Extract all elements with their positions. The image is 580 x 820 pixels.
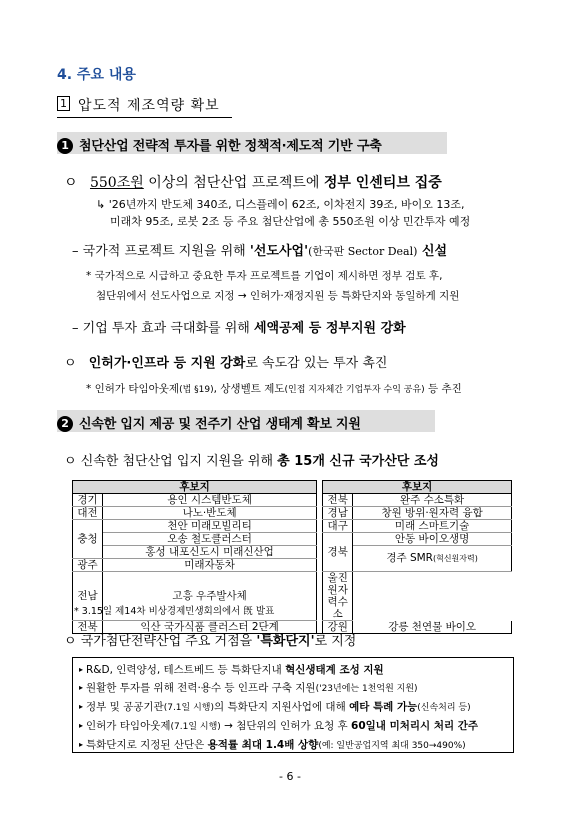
region-cell: 대전 [73,507,103,520]
note-text-a: 인허가 타임아웃제 [94,383,180,395]
heading-2-text: 신속한 입지 제공 및 전주기 산업 생태계 확보 지원 [79,417,361,432]
table-row [73,507,512,520]
heading-2 [57,413,361,432]
site-cell: 나노·반도체 [103,507,317,520]
bullet-bold: 정부 인센티브 집중 [323,175,442,191]
heading-1 [57,135,382,154]
special-zone-support-box [72,657,514,753]
dash-marker: – [72,321,79,336]
bullet-550-detail-2: 미래차 95조, 로봇 2조 등 주요 첨단산업에 총 550조원 이상 민간투자 예정 [110,215,471,228]
site-cell: 고흥 우주발사체 [103,572,317,621]
site-cell: 완주 수소특화 [353,494,512,507]
support-item: ▸ 특화단지로 지정된 산단은 용적률 최대 1.4배 상향(예: 일반공업지역 최대 350→490%) [79,739,466,751]
table-row [73,533,512,546]
region-cell: 충청 [73,520,103,559]
heading-1-text: 첨단산업 전략적 투자를 위한 정책적·제도적 기반 구축 [79,139,382,154]
table-footnote: * 3.15일 제14차 비상경제민생회의에서 旣 발표 [74,606,275,617]
site-cell: 창원 방위·원자력 융합 [353,507,512,520]
section-title: 4. 주요 내용 [57,67,136,83]
site-cell: 천안 미래모빌리티 [103,520,317,533]
region-cell: 전북 [73,621,103,634]
note-1-line-1 [86,268,442,283]
support-item: ▸ 인허가 타임아웃제(7.1일 시행) → 첨단위의 인허가 요청 후 60일내 미처리시 처리 간주 [79,720,479,732]
subsection-title: 압도적 제조역량 확보 [78,98,220,114]
dash-text: 기업 투자 효과 극대화를 위해 [78,321,254,336]
site-cell: 용인 시스템반도체 [103,494,317,507]
page-number: - 6 - [279,770,301,783]
bullet-text: 로 속도감 있는 투자 촉진 [245,356,388,371]
table-row [73,546,512,559]
bullet-text: 신속한 첨단산업 입지 지원을 위해 [76,454,278,469]
region-cell: 경남 [323,507,353,520]
triangle-bullet-icon: ▸ [79,721,84,730]
triangle-bullet-icon: ▸ [79,665,84,674]
bullet-industrial-complex [64,450,439,469]
number-1-icon: 1 [57,138,73,154]
dash-paren: (한국판 Sector Deal) [308,245,418,258]
bullet-special-zone [64,630,356,649]
bullet-text: 국가첨단전략산업 주요 거점을 [76,634,257,649]
note-text-c: , 상생벨트 제도 [213,383,285,395]
region-cell: 대구 [323,520,353,533]
triangle-bullet-icon: ▸ [79,683,84,692]
site-cell: 안동 바이오생명 [353,533,512,546]
bullet-bold: '특화단지' [256,634,315,649]
dash-text: 국가적 프로젝트 지원을 위해 [78,244,250,259]
site-cell: 오송 철도클러스터 [103,533,317,546]
subsection-number-box: 1 [57,96,70,111]
bullet-text: 이상의 첨단산업 프로젝트에 [143,175,324,191]
bullet-marker: ㅇ [64,634,77,649]
triangle-bullet-icon: ▸ [79,702,84,711]
bullet-marker: ㅇ [64,454,77,469]
note-text-e: 등 추진 [424,383,462,395]
site-cell: 울진 원자력수소 [323,572,353,621]
bullet-tail: 로 지정 [314,634,357,649]
note-marker: * [86,383,92,395]
bullet-bold: 총 15개 신규 국가산단 조성 [277,454,439,469]
table-row [73,520,512,533]
note-text: 국가적으로 시급하고 중요한 투자 프로젝트를 기업이 제시하면 정부 검토 후, [94,270,443,282]
dash-bold-2: 신설 [417,244,448,259]
region-cell: 광주 [73,559,103,572]
note-1-line-2: 첨단위에서 선도사업으로 지정 → 인허가·재정지원 등 특화단지와 동일하게 지원 [96,290,460,302]
table-row [73,494,512,507]
dash-tax-credit [72,317,406,336]
bullet-permit [64,352,387,371]
amount-text: 550조원 [89,175,144,191]
triangle-bullet-icon: ▸ [79,740,84,749]
support-item: ▸ 정부 및 공공기관(7.1일 시행)의 특화단지 지원사업에 대해 예타 특례 가능(신속처리 등) [79,701,471,713]
number-2-icon: 2 [57,416,73,432]
region-cell: 전남 [73,572,103,621]
bullet-550-detail-1 [96,196,464,212]
site-cell: 경주 SMR(혁신원자력) [353,546,512,572]
bullet-marker: ㅇ [64,175,78,191]
dash-sector-deal [72,240,447,259]
note-text-d: (인접 지자체간 기업투자 수익 공유) [284,385,425,395]
support-item: ▸ 원활한 투자를 위해 전력·용수 등 인프라 구축 지원('23년에는 1천억원 지원) [79,682,418,694]
site-cell: 익산 국가식품 클러스터 2단계 [103,621,317,634]
dash-marker: – [72,244,79,259]
detail-text: '26년까지 반도체 340조, 디스플레이 62조, 이차전지 39조, 바이오 13조, [108,198,465,211]
subsection-underline [57,117,232,118]
dash-bold: '선도사업' [249,244,309,259]
support-item: ▸ R&D, 인력양성, 테스트베드 등 특화단지내 혁신생태계 조성 지원 [79,664,384,676]
bullet-bold: 인허가·인프라 등 지원 강화 [88,356,246,371]
site-cell: 강릉 천연물 바이오 [353,621,512,634]
site-cell: 홍성 내포신도시 미래신산업 [103,546,317,559]
table-header-left: 후보지 [73,481,317,494]
note-marker: * [86,270,92,282]
dash-bold: 세액공제 등 정부지원 강화 [254,321,406,336]
region-cell: 경북 [323,533,353,572]
region-cell: 전북 [323,494,353,507]
note-2 [86,381,462,396]
note-text-b: (법 §19) [179,385,214,395]
table-header-right: 후보지 [323,481,512,494]
bullet-marker: ㅇ [64,356,77,371]
site-cell: 미래자동차 [103,559,317,572]
region-cell: 경기 [73,494,103,507]
region-cell: 강원 [323,621,353,634]
table-header-row [73,481,512,494]
bullet-550 [64,172,442,192]
return-arrow-icon: ↳ [96,198,106,211]
site-cell: 미래 스마트기술 [353,520,512,533]
